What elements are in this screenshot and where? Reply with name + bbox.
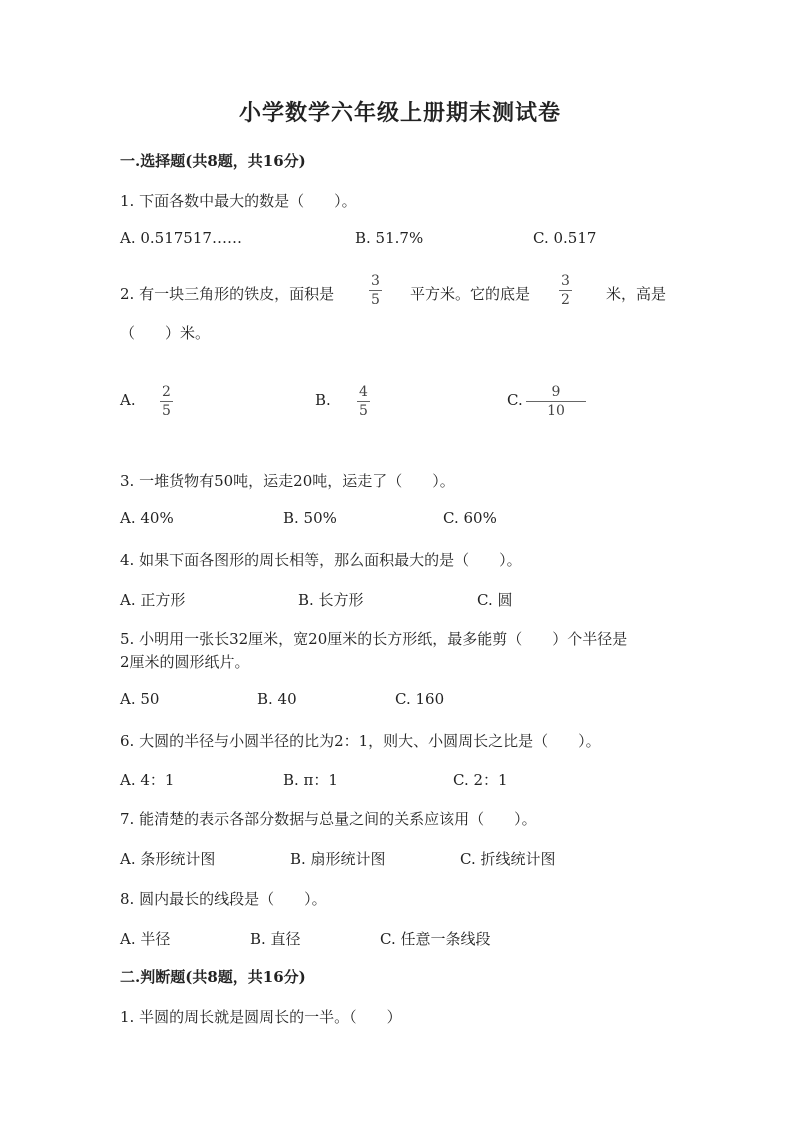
question-2-part1: 2. 有一块三角形的铁皮，面积是 <box>120 285 335 303</box>
section-heading-true-false: 二.判断题(共8题，共16分) <box>120 968 306 986</box>
q3-option-a: A. 40% <box>120 509 174 527</box>
question-4: 4. 如果下面各图形的周长相等，那么面积最大的是（ ）。 <box>120 551 522 569</box>
section-heading-choice: 一.选择题(共8题，共16分) <box>120 152 306 170</box>
q6-option-c: C. 2：1 <box>453 771 508 789</box>
q1-option-a: A. 0.517517…… <box>120 229 242 247</box>
q2-area-fraction <box>369 274 382 307</box>
fraction-denominator: 5 <box>162 403 171 419</box>
question-6: 6. 大圆的半径与小圆半径的比为2：1，则大、小圆周长之比是（ ）。 <box>120 732 601 750</box>
q1-option-b: B. 51.7% <box>355 229 424 247</box>
q5-option-b: B. 40 <box>257 690 297 708</box>
q6-option-a: A. 4：1 <box>120 771 175 789</box>
q8-option-b: B. 直径 <box>250 930 301 948</box>
q2-option-b-label: B. <box>315 391 331 409</box>
q2-option-c-fraction <box>526 385 586 418</box>
q2-option-a-label: A. <box>120 391 136 409</box>
question-5-line1: 5. 小明用一张长32厘米，宽20厘米的长方形纸，最多能剪（ ）个半径是 <box>120 630 628 648</box>
fraction-numerator: 4 <box>359 384 368 400</box>
fraction-denominator: 5 <box>359 403 368 419</box>
question-3: 3. 一堆货物有50吨，运走20吨，运走了（ ）。 <box>120 472 455 490</box>
q3-option-c: C. 60% <box>443 509 497 527</box>
fraction-numerator: 3 <box>371 273 380 289</box>
q5-option-a: A. 50 <box>120 690 160 708</box>
question-2-part3: 米，高是 <box>606 285 667 303</box>
q2-base-fraction <box>559 274 572 307</box>
fraction-numerator: 2 <box>162 384 171 400</box>
fraction-denominator: 2 <box>561 292 570 308</box>
q2-option-c-label: C. <box>507 391 523 409</box>
q4-option-a: A. 正方形 <box>120 591 186 609</box>
question-7: 7. 能清楚的表示各部分数据与总量之间的关系应该用（ ）。 <box>120 810 537 828</box>
q4-option-b: B. 长方形 <box>298 591 364 609</box>
q3-option-b: B. 50% <box>283 509 337 527</box>
question-1: 1. 下面各数中最大的数是（ ）。 <box>120 192 357 210</box>
q7-option-a: A. 条形统计图 <box>120 850 216 868</box>
q4-option-c: C. 圆 <box>477 591 513 609</box>
q8-option-c: C. 任意一条线段 <box>380 930 491 948</box>
q8-option-a: A. 半径 <box>120 930 171 948</box>
question-5-line2: 2厘米的圆形纸片。 <box>120 653 250 671</box>
question-8: 8. 圆内最长的线段是（ ）。 <box>120 890 327 908</box>
fraction-numerator: 3 <box>561 273 570 289</box>
q5-option-c: C. 160 <box>395 690 445 708</box>
question-2-part2: 平方米。它的底是 <box>410 285 531 303</box>
q2-option-a-fraction <box>160 385 173 418</box>
tf-question-1: 1. 半圆的周长就是圆周长的一半。（ ） <box>120 1008 402 1026</box>
q7-option-c: C. 折线统计图 <box>460 850 556 868</box>
fraction-denominator: 5 <box>371 292 380 308</box>
q2-option-b-fraction <box>357 385 370 418</box>
q7-option-b: B. 扇形统计图 <box>290 850 386 868</box>
q1-option-c: C. 0.517 <box>533 229 597 247</box>
fraction-numerator: 9 <box>551 384 561 400</box>
exam-title: 小学数学六年级上册期末测试卷 <box>238 100 561 126</box>
q6-option-b: B. π：1 <box>283 771 338 789</box>
question-2-line2: （ ）米。 <box>120 324 211 342</box>
fraction-denominator: 10 <box>547 403 565 419</box>
